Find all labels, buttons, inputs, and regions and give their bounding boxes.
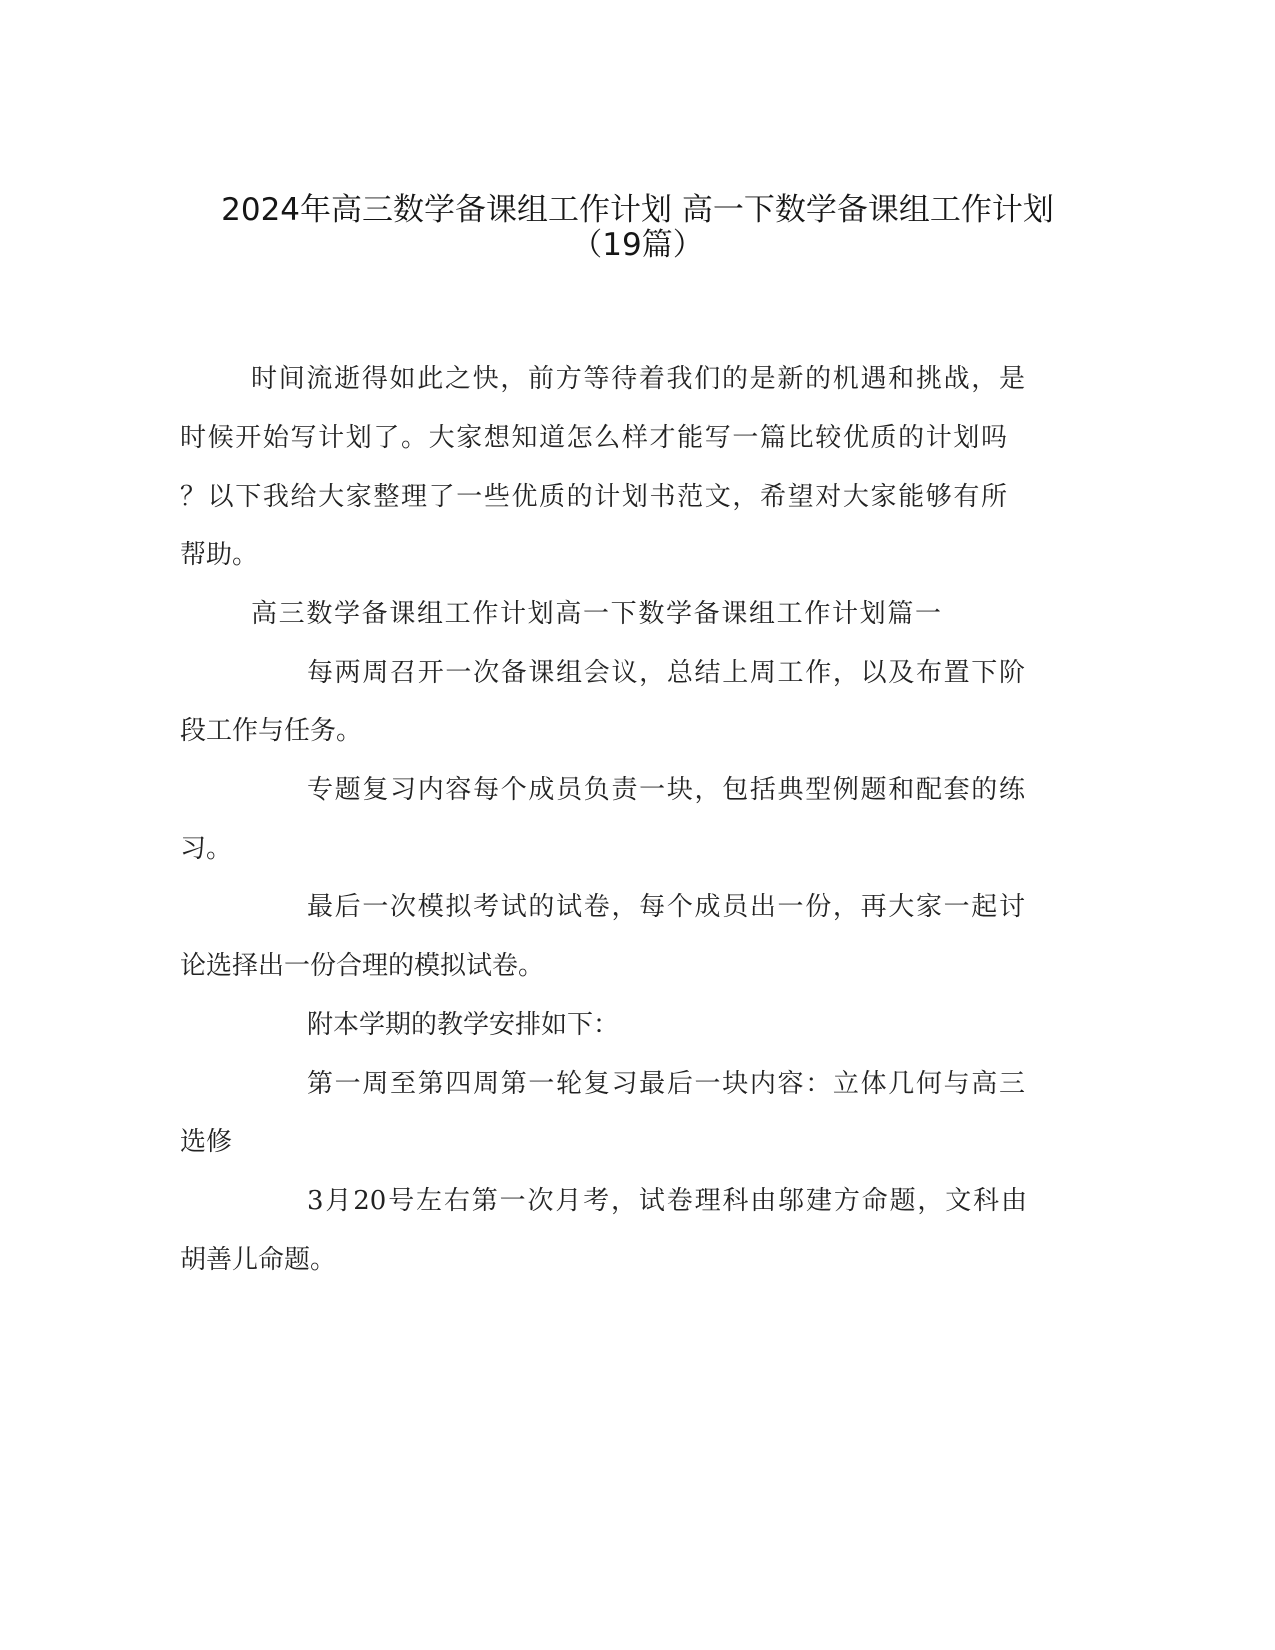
paragraph-6-line-2: 胡善儿命题。	[180, 1245, 337, 1275]
paragraph-1-line-2: 段工作与任务。	[180, 716, 363, 746]
paragraph-5-line-1: 第一周至第四周第一轮复习最后一块内容：立体几何与高三	[307, 1069, 1025, 1099]
paragraph-2-line-1: 专题复习内容每个成员负责一块，包括典型例题和配套的练	[307, 775, 1025, 805]
paragraph-6-line-1: 3月20号左右第一次月考，试卷理科由邬建方命题，文科由	[307, 1186, 1027, 1216]
paragraph-2-line-2: 习。	[180, 834, 233, 864]
intro-line-3: ？以下我给大家整理了一些优质的计划书范文，希望对大家能够有所	[180, 482, 1007, 512]
paragraph-1-line-1: 每两周召开一次备课组会议，总结上周工作，以及布置下阶	[307, 658, 1025, 688]
intro-line-2: 时候开始写计划了。大家想知道怎么样才能写一篇比较优质的计划吗	[180, 423, 1007, 453]
document-title-line1: 2024年高三数学备课组工作计划 高一下数学备课组工作计划	[221, 192, 1054, 228]
paragraph-3-line-2: 论选择出一份合理的模拟试卷。	[180, 951, 545, 981]
section-heading: 高三数学备课组工作计划高一下数学备课组工作计划篇一	[251, 599, 941, 629]
document-title-line2: （19篇）	[571, 227, 704, 263]
intro-line-4: 帮助。	[180, 540, 259, 570]
paragraph-5-line-2: 选修	[180, 1127, 233, 1157]
paragraph-3-line-1: 最后一次模拟考试的试卷，每个成员出一份，再大家一起讨	[307, 892, 1025, 922]
intro-line-1: 时间流逝得如此之快，前方等待着我们的是新的机遇和挑战，是	[251, 364, 1025, 394]
paragraph-4-line-1: 附本学期的教学安排如下：	[307, 1010, 620, 1040]
